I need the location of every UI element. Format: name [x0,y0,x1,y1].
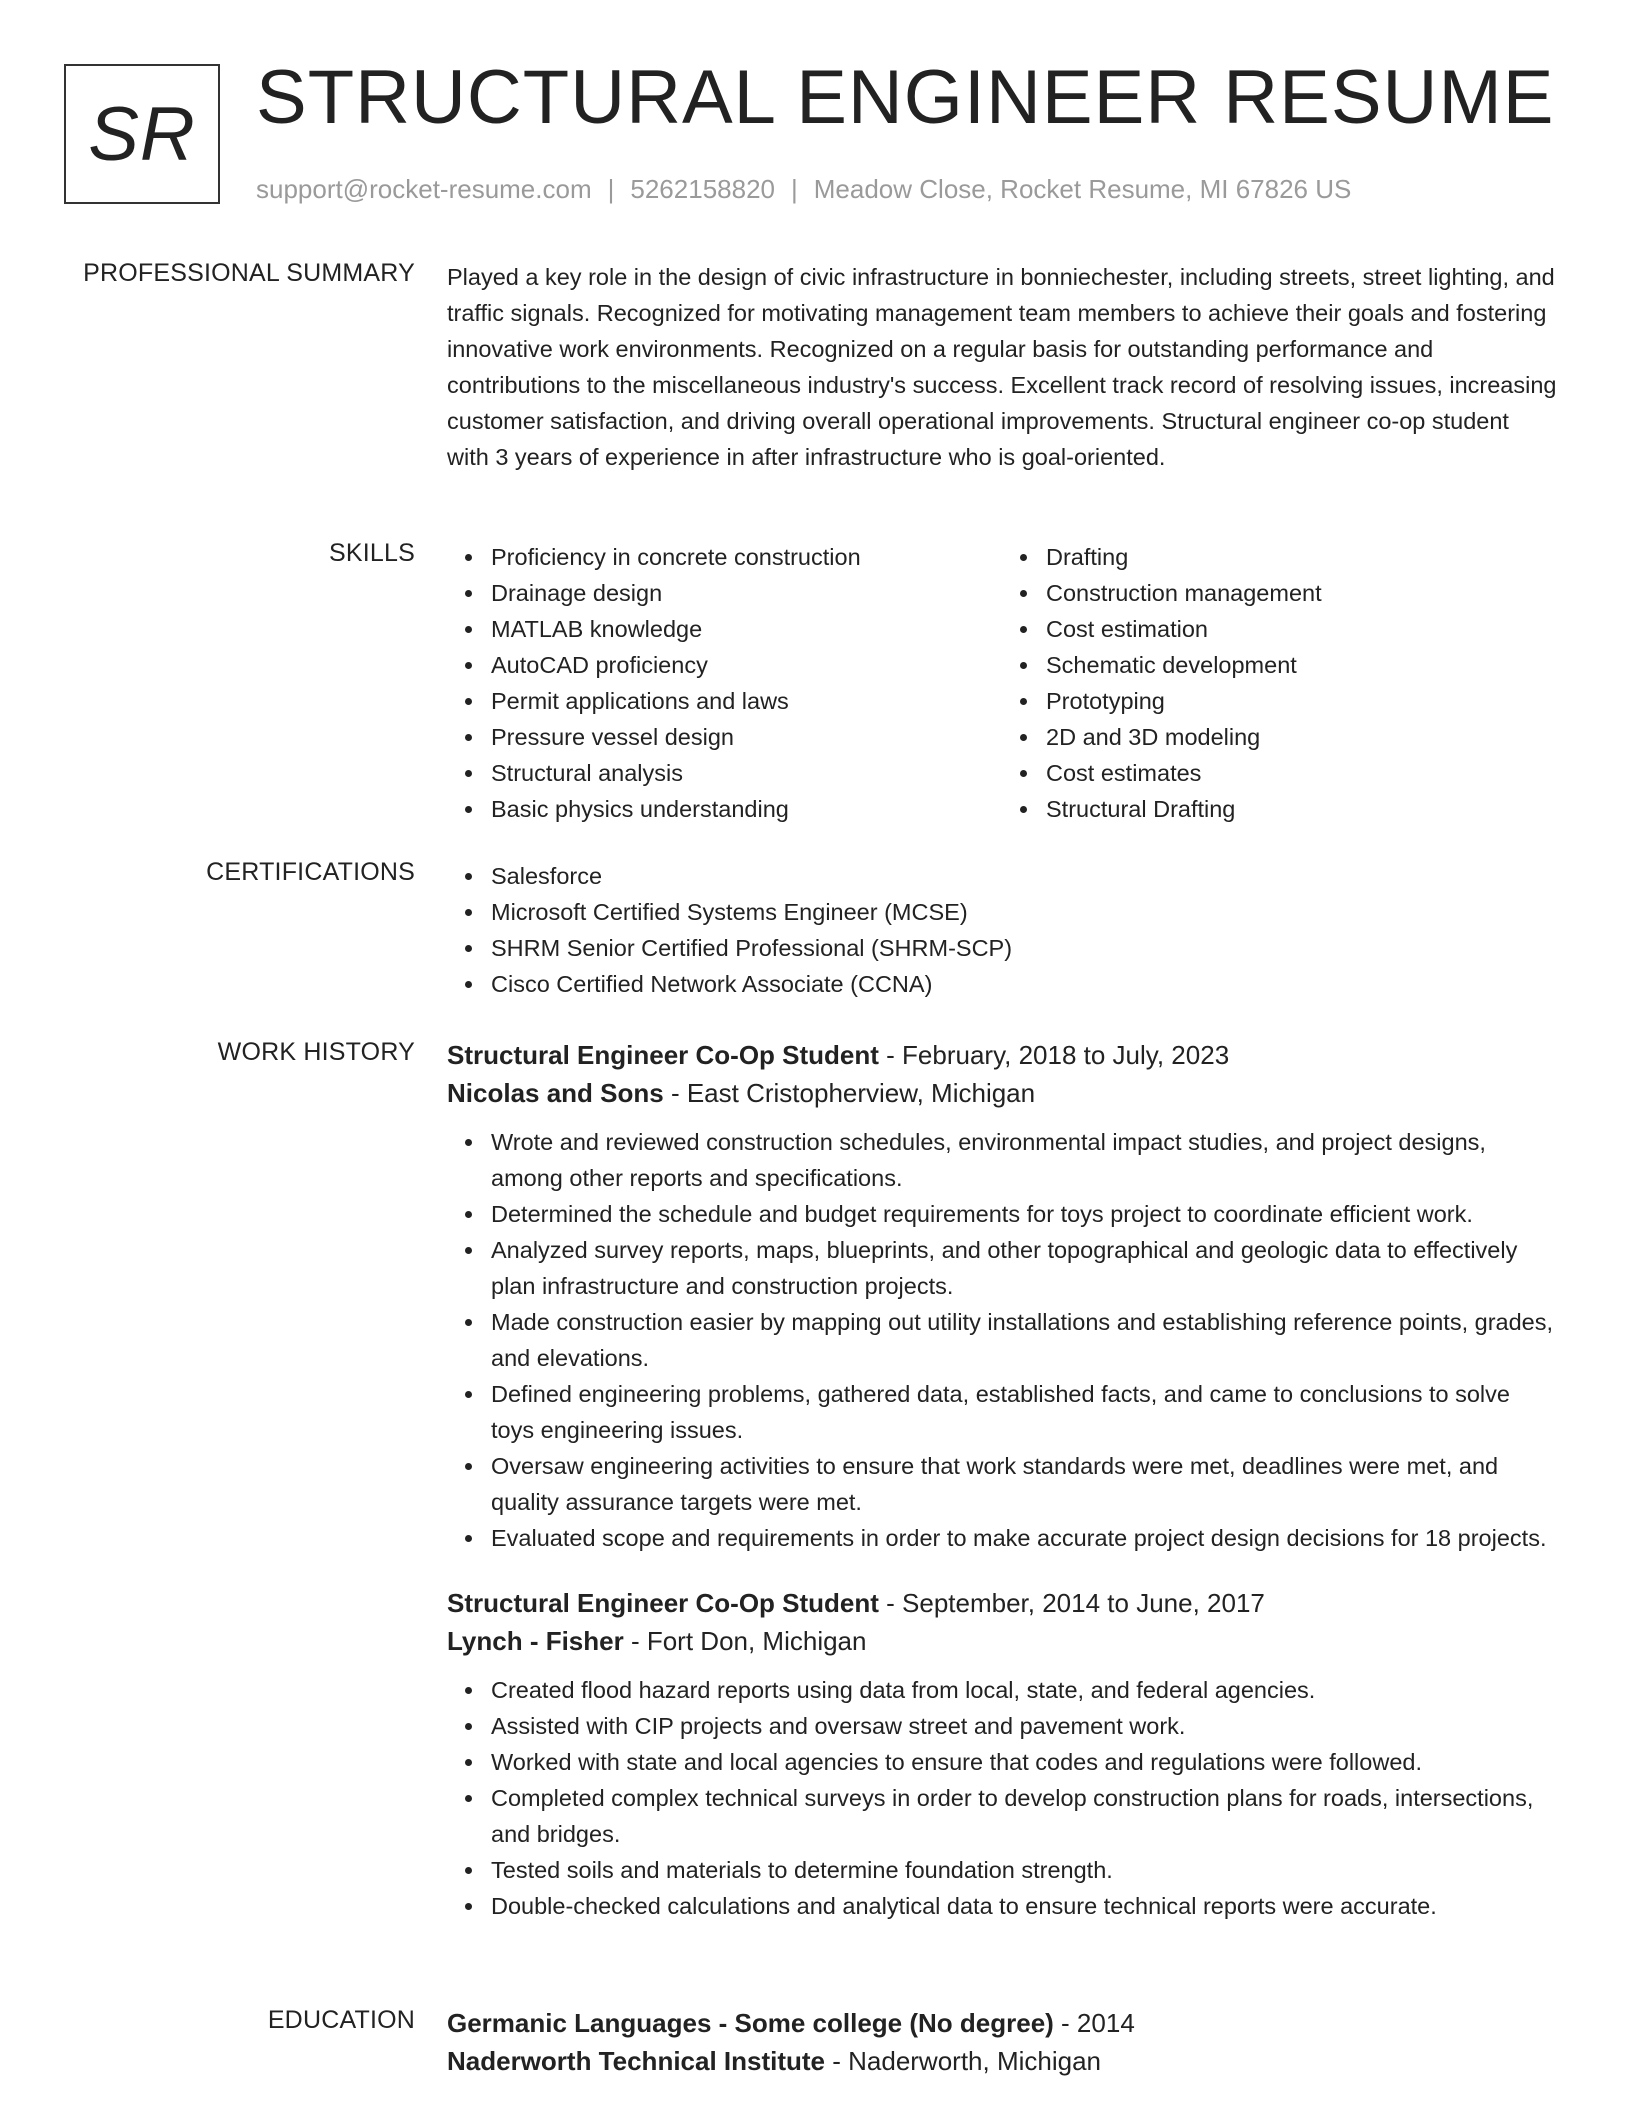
list-item: Schematic development [1046,647,1557,683]
job-dates: - February, 2018 to July, 2023 [878,1040,1230,1070]
job-entry [447,1036,1557,1556]
list-item: Defined engineering problems, gathered data, established facts, and came to conclusions to solve toys engineering issues. [491,1376,1557,1448]
section-label-summary: PROFESSIONAL SUMMARY [83,259,415,287]
list-item: Permit applications and laws [491,683,1002,719]
list-item: Completed complex technical surveys in order to develop construction plans for roads, intersections, and bridges. [491,1780,1557,1852]
list-item: Made construction easier by mapping out utility installations and establishing reference points, grades, and elevations. [491,1304,1557,1376]
certifications-body [447,858,1557,1002]
list-item: Oversaw engineering activities to ensure that work standards were met, deadlines were met, and quality assurance targets were met. [491,1448,1557,1520]
list-item: Analyzed survey reports, maps, blueprints, and other topographical and geologic data to effectively plan infrastructure and construction projects. [491,1232,1557,1304]
contact-address: Meadow Close, Rocket Resume, MI 67826 US [813,174,1352,204]
job-title: Structural Engineer Co-Op Student [447,1040,879,1070]
separator: | [607,174,615,204]
list-item: Double-checked calculations and analytical data to ensure technical reports were accurate. [491,1888,1557,1924]
list-item: Prototyping [1046,683,1557,719]
contact-phone: 5262158820 [630,174,775,204]
education-location: - Naderworth, Michigan [825,2046,1102,2076]
skills-list-right [1002,539,1557,827]
education-body [447,2004,1557,2080]
summary-text: Played a key role in the design of civic infrastructure in bonniechester, including streets, street lighting, and traffic signals. Recognized for motivating management team members to achieve their goals and fostering innovative work environments. Recognized on a regular basis for outstanding performance and contributions to the miscellaneous industry's success. Excellent track record of resolving issues, increasing customer satisfaction, and driving overall operational improvements. Structural engineer co-op student with 3 years of experience in after infrastructure who is goal-oriented. [447,264,1557,470]
list-item: AutoCAD proficiency [491,647,1002,683]
list-item: Cost estimation [1046,611,1557,647]
list-item: MATLAB knowledge [491,611,1002,647]
list-item: Basic physics understanding [491,791,1002,827]
contact-line [256,174,1351,205]
list-item: Assisted with CIP projects and oversaw street and pavement work. [491,1708,1557,1744]
education-year: - 2014 [1053,2008,1135,2038]
list-item: SHRM Senior Certified Professional (SHRM-SCP) [491,930,1557,966]
job-company-line [447,1622,1557,1660]
list-item: Created flood hazard reports using data from local, state, and federal agencies. [491,1672,1557,1708]
list-item: 2D and 3D modeling [1046,719,1557,755]
skills-body [447,539,1557,827]
list-item: Pressure vessel design [491,719,1002,755]
list-item: Salesforce [491,858,1557,894]
job-location: - Fort Don, Michigan [623,1626,867,1656]
list-item: Cost estimates [1046,755,1557,791]
section-label-work: WORK HISTORY [217,1038,415,1066]
list-item: Cisco Certified Network Associate (CCNA) [491,966,1557,1002]
list-item: Proficiency in concrete construction [491,539,1002,575]
list-item: Structural analysis [491,755,1002,791]
list-item: Construction management [1046,575,1557,611]
job-title: Structural Engineer Co-Op Student [447,1588,879,1618]
list-item: Drainage design [491,575,1002,611]
list-item: Drafting [1046,539,1557,575]
work-body [447,1036,1557,1924]
list-item: Worked with state and local agencies to ensure that codes and regulations were followed. [491,1744,1557,1780]
list-item: Microsoft Certified Systems Engineer (MCSE) [491,894,1557,930]
page-title: STRUCTURAL ENGINEER RESUME [256,55,1555,140]
job-entry [447,1584,1557,1924]
list-item: Evaluated scope and requirements in order to make accurate project design decisions for 18 projects. [491,1520,1557,1556]
summary-body [447,259,1557,475]
job-duties-list [447,1124,1557,1556]
job-company: Lynch - Fisher [447,1626,624,1656]
list-item: Structural Drafting [1046,791,1557,827]
job-title-line [447,1036,1557,1074]
education-school: Naderworth Technical Institute [447,2046,826,2076]
certifications-list [447,858,1557,1002]
list-item: Tested soils and materials to determine foundation strength. [491,1852,1557,1888]
job-company: Nicolas and Sons [447,1078,664,1108]
skills-list-left [447,539,1002,827]
resume-header [64,55,1564,214]
education-degree-line [447,2004,1557,2042]
education-degree: Germanic Languages - Some college (No degree) [447,2008,1054,2038]
job-title-line [447,1584,1557,1622]
job-company-line [447,1074,1557,1112]
education-school-line [447,2042,1557,2080]
separator: | [791,174,798,204]
contact-email[interactable]: support@rocket-resume.com [256,174,592,204]
job-dates: - September, 2014 to June, 2017 [878,1588,1265,1618]
section-label-certifications: CERTIFICATIONS [206,858,415,886]
job-duties-list [447,1672,1557,1924]
section-label-skills: SKILLS [329,539,415,567]
list-item: Wrote and reviewed construction schedules, environmental impact studies, and project designs, among other reports and specifications. [491,1124,1557,1196]
section-label-education: EDUCATION [267,2006,415,2034]
monogram-logo: SR [64,64,220,204]
job-location: - East Cristopherview, Michigan [663,1078,1036,1108]
list-item: Determined the schedule and budget requirements for toys project to coordinate efficient work. [491,1196,1557,1232]
